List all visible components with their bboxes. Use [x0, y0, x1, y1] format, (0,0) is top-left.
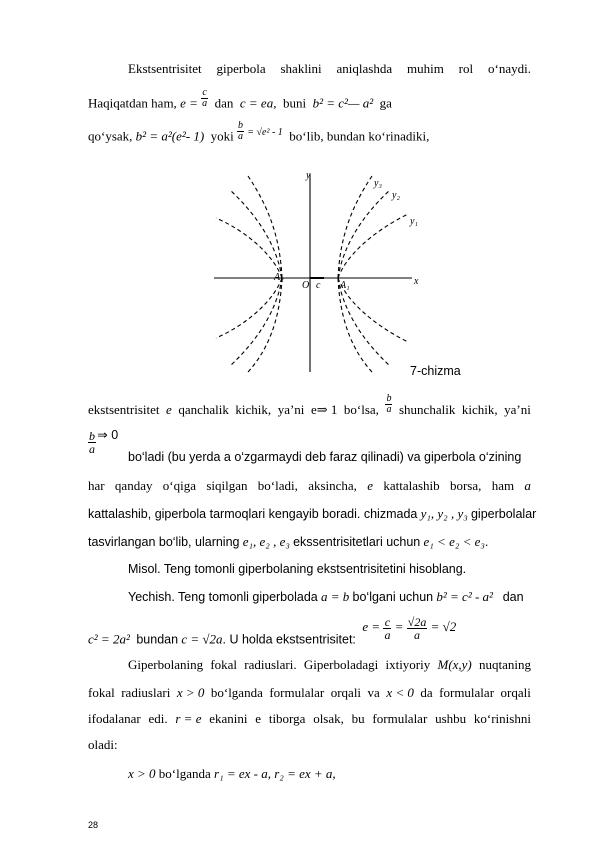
- hyperbola-left-3-lower: [248, 278, 282, 372]
- curve-label-y2: y₂: [392, 190, 400, 201]
- paragraph-line-13: [88, 685, 531, 701]
- formula: e₁ < e₂ < e₃: [423, 534, 485, 549]
- paragraph-line-11: [88, 615, 531, 653]
- text: yoki: [210, 128, 234, 144]
- word: ekstsentrisitet: [88, 402, 160, 417]
- paragraph-line-1: [128, 61, 531, 77]
- fraction-c-over-a: $\frac{c}{a}$: [202, 87, 208, 109]
- text: qo‘ysak,: [88, 128, 133, 144]
- paragraph-line-16: [128, 766, 531, 782]
- x-axis-label: x: [414, 276, 419, 287]
- fraction-b-over-a: $\frac{b}{a}$: [89, 429, 95, 456]
- word: va: [367, 685, 380, 700]
- word: siqilgan: [206, 478, 248, 493]
- hyperbola-y2-lower: [338, 278, 390, 366]
- word: ekanini: [209, 711, 248, 726]
- hyperbola-y3-lower: [338, 278, 372, 372]
- formula: ⇒ 0: [97, 428, 119, 443]
- fraction-b-over-a: $\frac{b}{a}$: [238, 120, 244, 142]
- formula: b² = c² - a²: [436, 589, 493, 604]
- word: orqali: [330, 685, 362, 700]
- word: e: [255, 711, 262, 726]
- text: Misol. Teng tomonli giperbolaning ekstsentrisitetini hisoblang.: [128, 562, 467, 576]
- word: Giperboladagi: [303, 657, 379, 672]
- word: olsak,: [313, 711, 344, 726]
- word: giperbola: [216, 61, 266, 76]
- word: o‘naydi.: [487, 61, 531, 76]
- word: formulalar: [439, 685, 495, 700]
- word: qanchalik: [178, 402, 229, 417]
- word: ifodalanar: [88, 711, 141, 726]
- curve-label-y1: y₁: [410, 216, 418, 227]
- word: x > 0: [176, 685, 205, 700]
- text: bo‘lib, bundan ko‘rinadiki,: [289, 128, 430, 144]
- word: a: [524, 478, 531, 493]
- word: formulalar: [372, 711, 428, 726]
- hyperbola-y3-upper: [338, 176, 372, 278]
- hyperbola-figure: [212, 166, 428, 378]
- paragraph-line-8: [88, 534, 531, 550]
- text: bo‘lganda: [158, 766, 211, 781]
- word: qanday: [114, 478, 153, 493]
- word: nuqtaning: [479, 657, 531, 672]
- formula: = √e² - 1: [247, 127, 283, 139]
- fraction-root2a-over-a: $\frac{√2a}{a}$: [407, 615, 427, 642]
- text: .: [484, 534, 489, 549]
- word: da: [420, 685, 433, 700]
- text: dan: [502, 590, 524, 604]
- text: buni: [282, 95, 307, 111]
- text: ga: [379, 95, 392, 111]
- word: M(x,y): [437, 657, 472, 672]
- word: radiuslari: [121, 685, 171, 700]
- curve-label-y3: y₃: [374, 178, 382, 189]
- formula: c = ea,: [239, 95, 277, 111]
- word: har: [88, 478, 105, 493]
- hyperbola-y1-upper: [338, 214, 408, 278]
- word: aniqlashda: [336, 61, 393, 76]
- text: tasvirlangan bo‘lib, ularning: [88, 535, 240, 549]
- formula: y₁, y₂ , y₃: [420, 506, 468, 521]
- text: . U holda ekstsentrisitet:: [222, 632, 356, 647]
- example-heading: [128, 561, 531, 577]
- word: orqali: [500, 685, 531, 700]
- word: radiuslari.: [244, 657, 297, 672]
- paragraph-line-12: [128, 657, 531, 673]
- paragraph-line-10: [128, 589, 531, 605]
- formula: c = √2a: [181, 631, 223, 647]
- word: kichik,: [235, 402, 272, 417]
- word: fokal: [210, 657, 238, 672]
- word: shunchalik: [399, 402, 456, 417]
- word: ya’ni: [504, 402, 531, 417]
- formula: b² = a²(e²- 1): [135, 128, 205, 144]
- text: dan: [214, 95, 234, 111]
- word: ko‘rinishni: [473, 711, 531, 726]
- fraction-b-over-a: $\frac{b}{a}$: [386, 393, 392, 415]
- word: muhim: [406, 61, 444, 76]
- word: x < 0: [386, 685, 414, 700]
- word: aksincha,: [308, 478, 357, 493]
- hyperbola-left-2-lower: [230, 278, 282, 366]
- origin-label: O: [302, 280, 310, 291]
- paragraph-line-14: [88, 711, 531, 727]
- formula: b² = c²— a²: [312, 95, 374, 111]
- word: fokal: [88, 685, 115, 700]
- text: giperbolalar: [470, 507, 537, 521]
- text: Yechish. Teng tomonli giperbolada: [128, 590, 318, 604]
- word: ya’ni: [277, 402, 305, 417]
- word: edi.: [148, 711, 168, 726]
- text: Haqiqatdan ham,: [88, 95, 177, 111]
- word: e: [367, 478, 374, 493]
- text: bo‘ladi (bu yerda a o‘zgarmaydi deb faraz qilinadi) va giperbola o‘zining: [128, 450, 522, 464]
- text: oladi:: [88, 737, 118, 752]
- hyperbola-left-1-upper: [216, 218, 282, 278]
- word: rol: [458, 61, 474, 76]
- figure-caption: 7-chizma: [410, 364, 461, 378]
- word: bu: [351, 711, 365, 726]
- word: borsa,: [449, 478, 482, 493]
- formula: c² = 2a²: [88, 631, 130, 647]
- word: bo‘lsa,: [343, 402, 379, 417]
- page-number: 28: [88, 820, 99, 830]
- word: bo‘lganda: [210, 685, 263, 700]
- word: r = e: [175, 711, 202, 726]
- formula: =: [394, 619, 404, 635]
- text: bo‘lgani uchun: [352, 590, 434, 604]
- hyperbola-left-3-upper: [248, 176, 282, 278]
- formula: x > 0: [128, 766, 156, 781]
- text: bundan: [136, 632, 179, 647]
- word: bo‘ladi,: [257, 478, 298, 493]
- word: ushbu: [435, 711, 467, 726]
- paragraph-line-5-text: [128, 449, 531, 465]
- focus-label: c: [316, 280, 321, 291]
- word: o‘qiga: [162, 478, 196, 493]
- paragraph-line-3: [88, 120, 531, 148]
- word: Ekstsentrisitet: [128, 61, 202, 76]
- word: e⇒ 1: [310, 402, 338, 417]
- text: kattalashib, giperbola tarmoqlari kengayib boradi. chizmada: [88, 507, 418, 521]
- fraction-c-over-a: $\frac{c}{a}$: [384, 615, 391, 642]
- paragraph-line-7: [88, 506, 537, 522]
- hyperbola-left-2-upper: [230, 190, 282, 278]
- vertex-a1-label: A₁: [340, 280, 350, 291]
- paragraph-line-15: [88, 737, 531, 753]
- word: kichik,: [461, 402, 498, 417]
- word: ham: [491, 478, 515, 493]
- hyperbola-left-1-lower: [216, 278, 282, 338]
- formula: r₁ = ex - a, r₂ = ex + a,: [214, 766, 336, 781]
- word: ixtiyoriy: [385, 657, 431, 672]
- paragraph-line-6: [88, 478, 531, 494]
- word: Giperbolaning: [128, 657, 204, 672]
- text: ekssentrisitetlari uchun: [293, 535, 421, 549]
- paragraph-line-2: [88, 87, 531, 115]
- paragraph-line-4: [88, 393, 531, 423]
- formula: e =: [180, 95, 198, 111]
- word: e: [166, 402, 172, 417]
- word: kattalashib: [383, 478, 440, 493]
- formula: e =: [362, 619, 381, 635]
- word: tiborga: [268, 711, 306, 726]
- hyperbola-y2-upper: [338, 190, 390, 278]
- word: formulalar: [269, 685, 325, 700]
- word: shaklini: [280, 61, 322, 76]
- formula: e₁, e₂ , e₃: [242, 534, 290, 549]
- vertex-a2-label: A₂: [274, 272, 284, 283]
- formula: = √2: [430, 619, 457, 635]
- formula: a = b: [320, 589, 350, 604]
- y-axis-label: y: [306, 170, 311, 181]
